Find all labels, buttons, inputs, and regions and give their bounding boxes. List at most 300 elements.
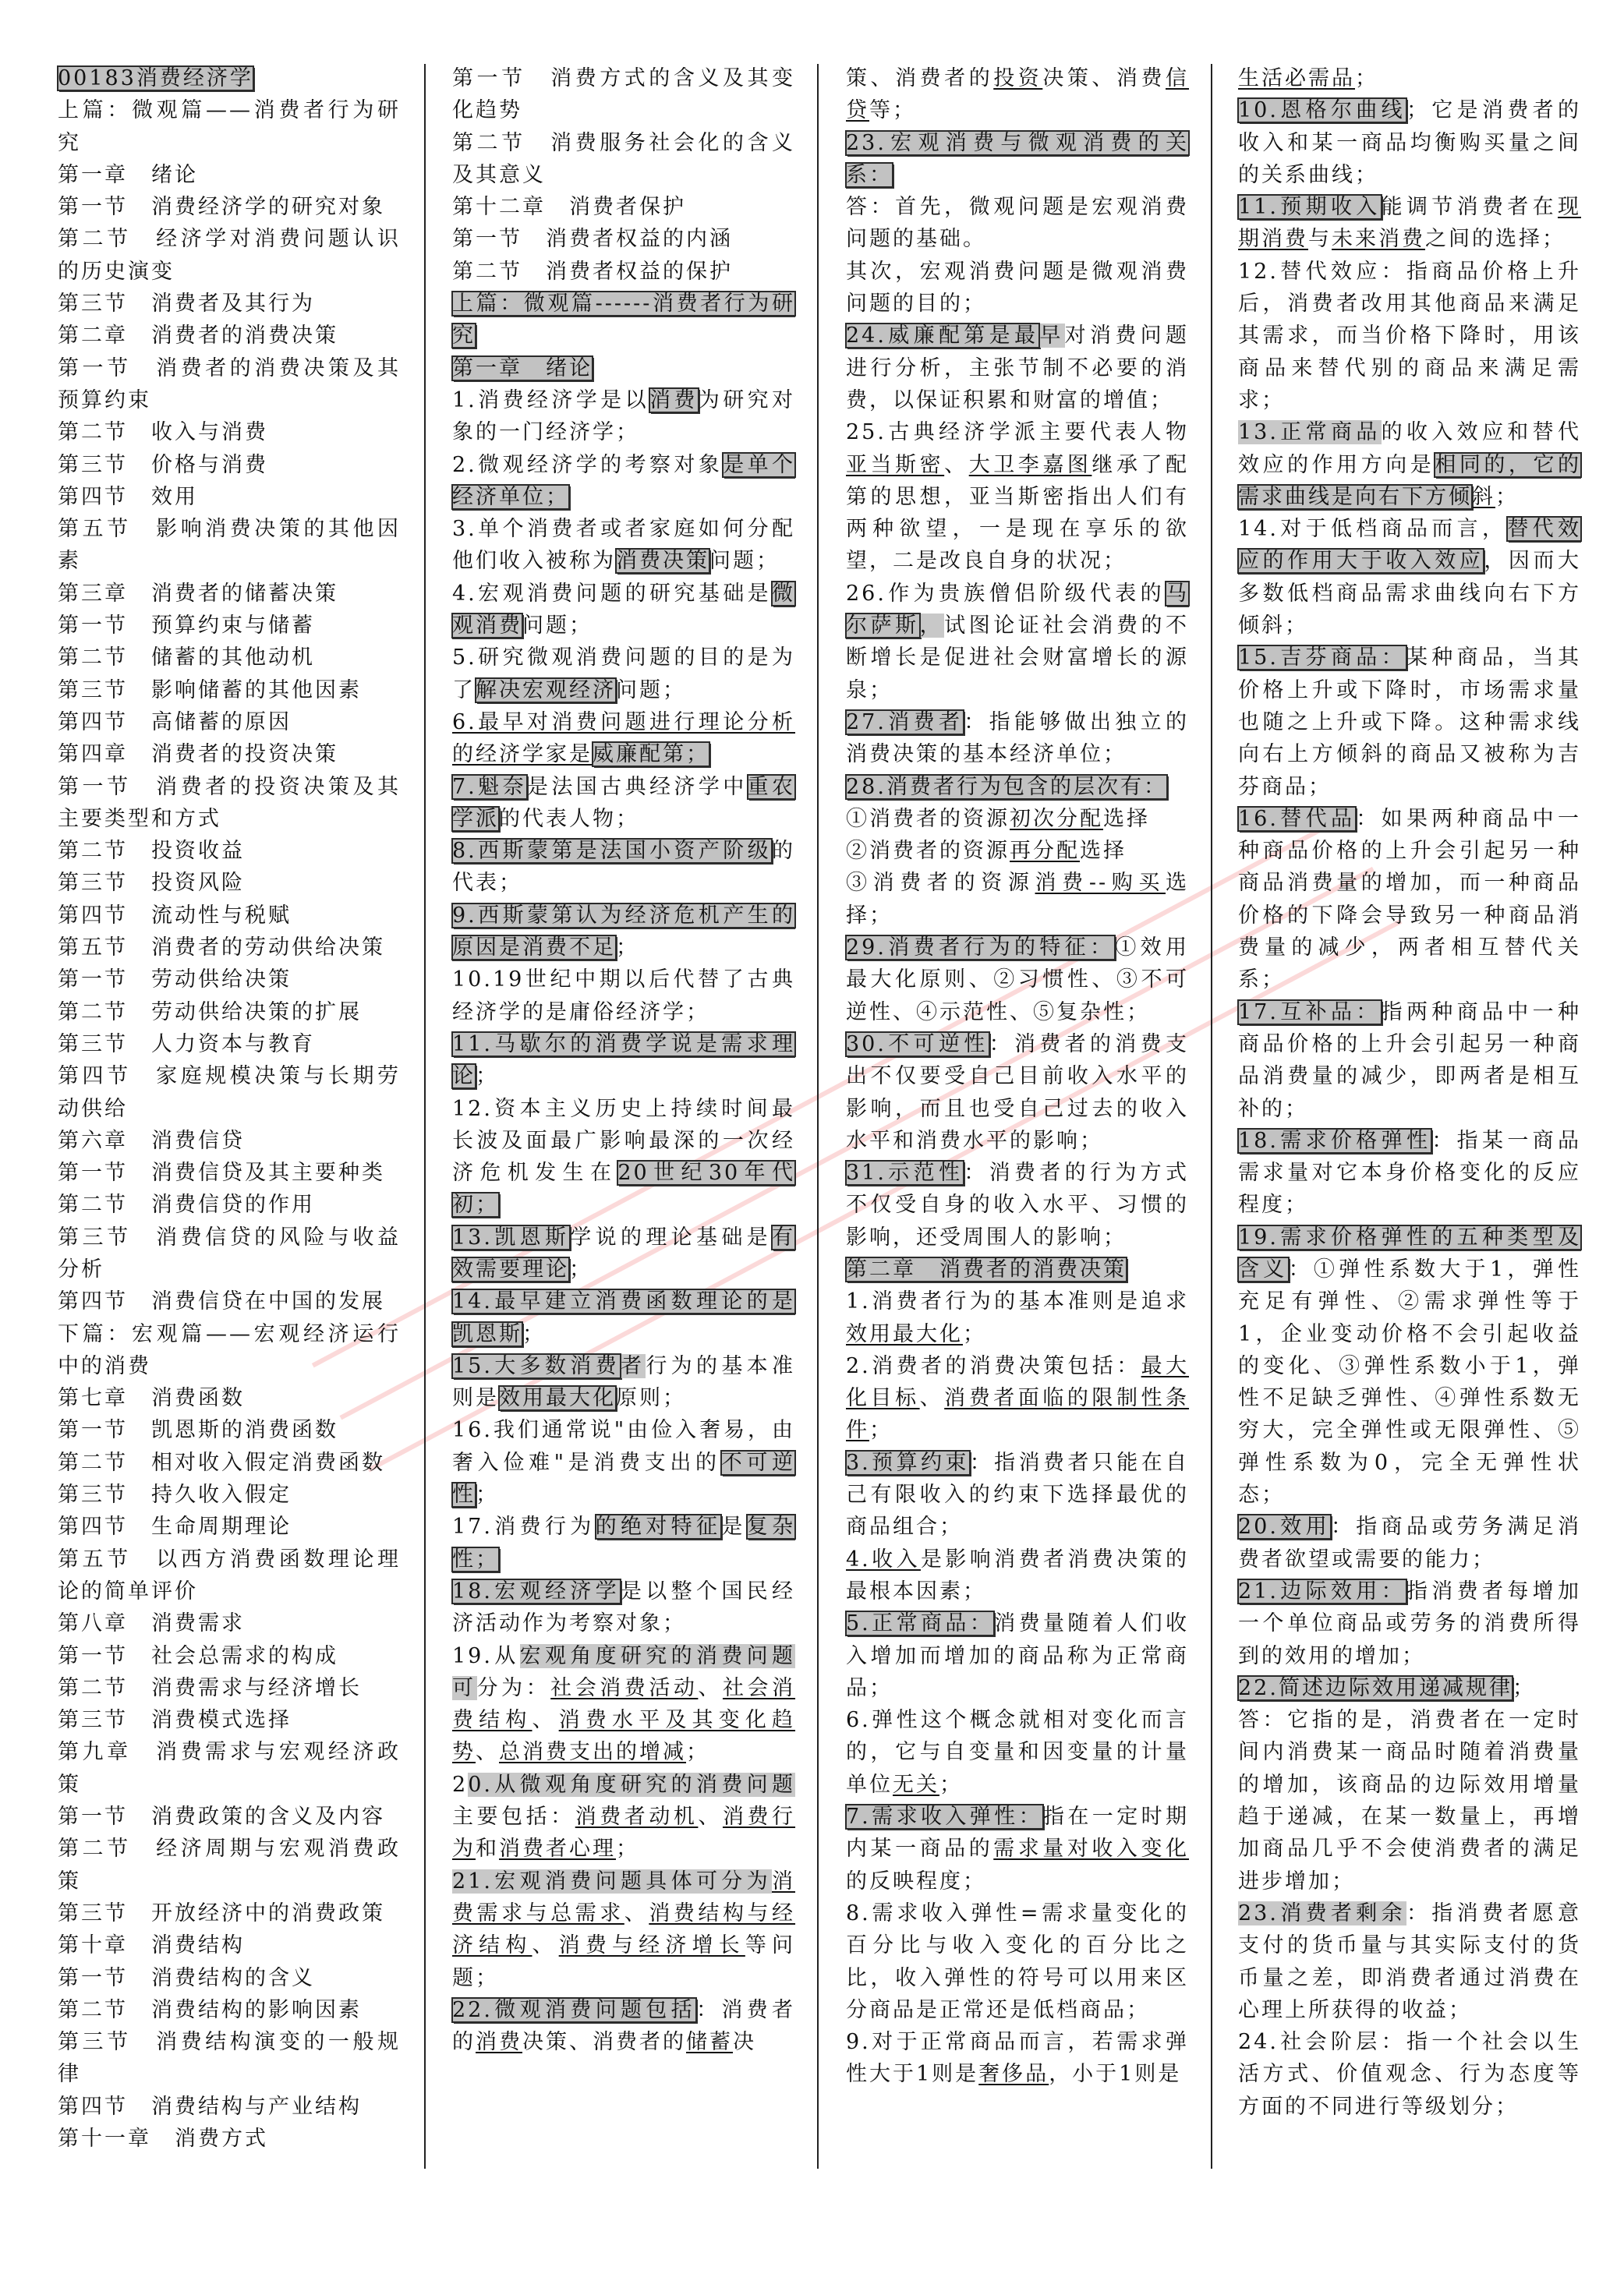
- underlined-term: 效用最大化: [846, 1321, 963, 1346]
- text-run: 、: [919, 1386, 945, 1411]
- paragraph: [58, 94, 401, 159]
- paragraph: [846, 1801, 1189, 1897]
- text-run: ；: [1355, 66, 1378, 90]
- paragraph: [58, 1447, 401, 1479]
- text-run: ；: [1495, 484, 1519, 509]
- text-run: 3.单个消费者或者家庭如何分配他们收入被称为: [452, 517, 795, 574]
- highlighted-term: 是单个经济单位；: [452, 452, 796, 509]
- text-run: 下篇：宏观篇——宏观经济运行中的消费: [58, 1321, 401, 1378]
- text-run: 为研究对象的一门经济学；: [452, 387, 796, 445]
- text-run: 第二节 劳动供给决策的扩展: [58, 999, 362, 1024]
- underlined-term: 消费结构与经济结构: [452, 1901, 796, 1958]
- highlighted-term: 17.互补品：: [1238, 999, 1382, 1024]
- paragraph: [58, 1607, 401, 1639]
- text-run: 第三节 持久收入假定: [58, 1483, 292, 1508]
- underlined-term: 消费--购买: [1035, 871, 1166, 896]
- text-run: ；: [616, 935, 639, 960]
- paragraph: [452, 1511, 795, 1575]
- text-run: 上篇：微观篇——消费者行为研究: [58, 98, 401, 155]
- text-run: 分为：: [476, 1675, 551, 1700]
- paragraph: [58, 900, 401, 932]
- text-run: 第一节 消费者权益的内涵: [452, 227, 733, 252]
- text-run: 第二节 消费需求与经济增长: [58, 1675, 362, 1700]
- paragraph: [846, 1157, 1189, 1254]
- text-run: 第三节 消费结构演变的一般规律: [58, 2030, 401, 2087]
- text-run: 决: [733, 2030, 756, 2055]
- text-run: 4.宏观消费问题的研究基础是: [452, 581, 772, 606]
- text-run: 第十一章 消费方式: [58, 2127, 268, 2151]
- highlighted-term: 20世纪30年代初；: [452, 1161, 796, 1218]
- paragraph: [58, 1897, 401, 1929]
- paragraph: [58, 1382, 401, 1414]
- text-run: ③消费者的资源: [846, 871, 1035, 896]
- paragraph: [58, 2091, 401, 2123]
- text-run: 、: [476, 1740, 499, 1765]
- text-run: 、: [698, 1675, 723, 1700]
- highlighted-term: 9.西斯蒙第认为经济危机产生的原因是消费不足: [452, 903, 795, 960]
- paragraph: [452, 352, 795, 384]
- paragraph: [58, 1801, 401, 1833]
- text-run: 第五节 以西方消费函数理论理论的简单评价: [58, 1547, 401, 1604]
- text-run: ；: [686, 1740, 709, 1765]
- text-run: 第一节 消费信贷及其主要种类: [58, 1161, 385, 1186]
- paragraph: [846, 1447, 1189, 1544]
- paragraph: [1238, 2026, 1581, 2123]
- paragraph: [846, 1254, 1189, 1285]
- text-run: 第三节 消费信贷的风险与收益分析: [58, 1225, 401, 1282]
- highlighted-term: 3.预算约束: [846, 1450, 970, 1475]
- paragraph: [58, 1511, 401, 1543]
- highlighted-term: 解决宏观经济: [476, 677, 616, 702]
- paragraph: [452, 964, 795, 1028]
- paragraph: [58, 1962, 401, 1994]
- text-run: 等问题；: [452, 1933, 796, 1990]
- paragraph: [452, 1285, 795, 1350]
- paragraph: [58, 513, 401, 578]
- highlighted-term: 21.边际效用：: [1238, 1579, 1406, 1604]
- highlighted-term: 11.预期收入: [1238, 195, 1382, 220]
- paragraph: [846, 1350, 1189, 1447]
- paragraph: [846, 1607, 1189, 1704]
- text-run: 消费量随着人们收入增加而增加的商品称为正常商品；: [846, 1611, 1190, 1700]
- highlighted-term: 5.正常商品：: [846, 1611, 995, 1636]
- highlighted-term: 替代效应的作用大于收入效应: [1238, 517, 1581, 574]
- shaded-text: ，: [919, 614, 945, 638]
- text-run: 问题；: [522, 614, 593, 638]
- text-run: 之间的选择；: [1425, 227, 1566, 252]
- highlighted-term: 上篇：微观篇------消费者行为研究: [452, 292, 795, 348]
- paragraph: [58, 1672, 401, 1704]
- highlighted-term: 不可逆性: [452, 1450, 796, 1508]
- text-run: ；: [939, 1772, 963, 1797]
- text-run: 26.作为贵族僧侣阶级代表的: [846, 581, 1166, 606]
- highlighted-term: 16.替代品: [1238, 806, 1357, 831]
- text-run: 其次，宏观消费问题是微观消费问题的目的；: [846, 259, 1189, 316]
- text-run: 、: [624, 1901, 649, 1925]
- paragraph: [452, 706, 795, 771]
- highlighted-term: 13.凯恩斯: [452, 1225, 571, 1250]
- text-run: 第二节 收入与消费: [58, 420, 268, 445]
- text-run: 第四节 高储蓄的原因: [58, 709, 292, 734]
- text-run: ，因而大多数低档商品需求曲线向右下方倾斜；: [1238, 549, 1582, 638]
- text-run: ：消费者的行为方式不仅受自身的收入水平、习惯的影响，还受周围人的影响；: [846, 1161, 1189, 1250]
- text-run: 答：首先，微观问题是宏观消费问题的基础。: [846, 195, 1189, 252]
- highlighted-term: 消费: [649, 387, 699, 412]
- paragraph: [846, 867, 1189, 932]
- paragraph: [452, 578, 795, 642]
- text-run: 16.我们通常说"由俭入奢易，由奢入俭难"是消费支出的: [452, 1418, 795, 1475]
- column-1: [58, 62, 401, 2155]
- paragraph: [846, 932, 1189, 1028]
- text-run: 第三节 消费者及其行为: [58, 292, 315, 316]
- text-run: 第一节 消费者的消费决策及其预算约束: [58, 355, 401, 412]
- paragraph: [58, 320, 401, 352]
- paragraph: [452, 191, 795, 223]
- underlined-term: 消费者面临的限制性条件: [846, 1386, 1190, 1443]
- paragraph: [452, 1093, 795, 1222]
- highlighted-term: 27.消费者: [846, 709, 964, 734]
- paragraph: [58, 1414, 401, 1446]
- highlighted-term: 29.消费者行为的特征：: [846, 935, 1116, 960]
- paragraph: [58, 867, 401, 899]
- paragraph: [846, 771, 1189, 803]
- paragraph: [452, 288, 795, 352]
- text-run: 是法国古典经济学中: [526, 774, 748, 799]
- paragraph: [58, 449, 401, 481]
- text-run: 对消费问题进行分析，主张节制不必要的消费，以保证积累和财富的增值；: [846, 324, 1190, 412]
- text-run: 第一节 社会总需求的构成: [58, 1643, 338, 1668]
- paragraph: [1238, 803, 1581, 996]
- text-run: 5.研究微观消费问题的目的是为了: [452, 645, 795, 702]
- paragraph: [58, 1028, 401, 1060]
- underlined-term: 斜: [1472, 484, 1495, 509]
- text-run: ：指能够做出独立的消费决策的基本经济单位；: [846, 709, 1189, 767]
- text-run: 第三节 开放经济中的消费政策: [58, 1901, 385, 1925]
- text-run: 答：它指的是，消费者在一定时间内消费某一商品时随着消费量的增加，该商品的边际效用增量趋于递减，在某一数量上，再增加商品几乎不会使消费者的满足进步增加；: [1238, 1708, 1581, 1894]
- text-run: ；: [616, 1837, 639, 1862]
- paragraph: [58, 738, 401, 770]
- text-run: ①效用最大化原则、②习惯性、③不可逆性、④示范性、⑤复杂性；: [846, 935, 1189, 1024]
- paragraph: [58, 1704, 401, 1736]
- text-run: 9.对于正常商品而言，若需求弹性大于1则是: [846, 2030, 1189, 2087]
- highlighted-term: 马尔萨斯: [846, 581, 1189, 638]
- paragraph: [452, 127, 795, 192]
- text-run: 第十二章 消费者保护: [452, 195, 686, 220]
- text-run: ：指商品或劳务满足消费者欲望或需要的能力；: [1238, 1515, 1581, 1572]
- text-run: 某种商品，当其价格上升或下降时，市场需求量也随之上升或下降。这种需求线向右上方倾斜的商品又被称为吉芬商品；: [1238, 645, 1581, 799]
- highlighted-term: 19.需求价格弹性的五种类型及含义: [1238, 1225, 1581, 1282]
- underlined-term: 社会消费结构: [452, 1675, 796, 1733]
- text-run: 是影响消费者消费决策的最根本因素；: [846, 1547, 1189, 1604]
- column-4: [1238, 62, 1581, 2123]
- text-run: 等；: [869, 98, 916, 123]
- paragraph: [846, 191, 1189, 256]
- text-run: 第八章 消费需求: [58, 1611, 245, 1636]
- text-run: 选择；: [846, 871, 1190, 928]
- highlighted-term: 效用最大化: [499, 1386, 616, 1411]
- highlighted-term: 14.最早建立消费函数理论的是凯恩斯: [452, 1289, 795, 1346]
- text-run: 第十章 消费结构: [58, 1933, 245, 1958]
- paragraph: [452, 1414, 795, 1511]
- paragraph: [452, 256, 795, 288]
- underlined-term: 消费需求与总需求: [452, 1869, 795, 1925]
- text-run: ②消费者的资源: [846, 839, 1010, 864]
- paragraph: [846, 706, 1189, 771]
- paragraph: [846, 320, 1189, 416]
- underlined-term: 最大化目标: [846, 1353, 1189, 1411]
- paragraph: [1238, 1672, 1581, 1704]
- paragraph: [452, 62, 795, 127]
- paragraph: [58, 706, 401, 738]
- text-run: ：指消费者愿意支付的货币量与其实际支付的货币量之差，即消费者通过消费在心理上所获得的收益；: [1238, 1901, 1581, 2022]
- paragraph: [452, 1028, 795, 1093]
- paragraph: [58, 1318, 401, 1383]
- text-run: 的代表人物；: [499, 806, 639, 831]
- text-run: 指消费者每增加一个单位商品或劳务的消费所得到的效用的增加；: [1238, 1579, 1581, 1668]
- paragraph: [846, 835, 1189, 867]
- highlighted-term: 15.大多数消费: [452, 1353, 621, 1378]
- text-run: ①消费者的资源: [846, 806, 1010, 831]
- highlighted-term: 第二章 消费者的消费决策: [846, 1257, 1127, 1282]
- text-run: 行为的基本准则是: [452, 1353, 795, 1411]
- text-run: 第九章 消费需求与宏观经济政策: [58, 1740, 401, 1797]
- text-run: 第四节 家庭规模决策与长期劳动供给: [58, 1064, 401, 1121]
- paragraph: [452, 642, 795, 706]
- paragraph: [58, 1285, 401, 1317]
- underlined-term: 再分配: [1010, 839, 1080, 864]
- underlined-term: 需求量对收入变化: [993, 1837, 1190, 1862]
- paragraph: [58, 1189, 401, 1221]
- underlined-term: 未来消费: [1332, 227, 1425, 252]
- paragraph: [58, 481, 401, 513]
- paragraph: [846, 803, 1189, 835]
- paragraph: [452, 384, 795, 449]
- text-run: ：消费者的: [452, 1997, 795, 2055]
- highlighted-term: 相同的，它的需求曲线是向右下方倾: [1238, 452, 1582, 509]
- paragraph: [452, 900, 795, 964]
- paragraph: [452, 1222, 795, 1286]
- text-run: 试图论证社会消费的不断增长是促进社会财富增长的源泉；: [846, 614, 1190, 702]
- text-run: 第二节 投资收益: [58, 839, 245, 864]
- shaded-text: 21.宏观消费问题具体可分为: [452, 1869, 772, 1894]
- text-run: 第五节 影响消费决策的其他因素: [58, 517, 401, 574]
- text-run: 、: [532, 1708, 559, 1733]
- underlined-term: 生活必需品: [1238, 66, 1355, 90]
- highlighted-term: 第一章 绪论: [452, 355, 593, 380]
- paragraph: [846, 1028, 1189, 1157]
- column-divider: [817, 64, 819, 2169]
- text-run: 第二节 经济学对消费问题认识的历史演变: [58, 227, 401, 284]
- text-run: 1.消费经济学是以: [452, 387, 649, 412]
- text-run: ；: [522, 1321, 546, 1346]
- text-run: 能调节消费者在: [1381, 195, 1558, 220]
- paragraph: [846, 416, 1189, 577]
- paragraph: [1238, 1511, 1581, 1575]
- column-3: [846, 62, 1189, 2091]
- text-run: 第一节 消费结构的含义: [58, 1965, 315, 1990]
- text-run: ；: [1512, 1675, 1536, 1700]
- text-run: 主要包括：: [452, 1805, 575, 1830]
- paragraph: [58, 352, 401, 417]
- highlighted-term: 23.宏观消费与微观消费的关系：: [846, 130, 1189, 187]
- text-run: 第二节 相对收入假定消费函数: [58, 1450, 385, 1475]
- text-run: 第四节 流动性与税赋: [58, 903, 292, 928]
- highlighted-term: 的绝对特征: [595, 1515, 722, 1540]
- text-run: 25.古典经济学派主要代表人物: [846, 420, 1189, 445]
- paragraph: [1238, 256, 1581, 416]
- highlighted-term: 31.示范性: [846, 1161, 964, 1186]
- text-run: 2.消费者的消费决策包括：: [846, 1353, 1141, 1378]
- paragraph: [1238, 416, 1581, 513]
- underlined-term: 初次分配: [1010, 806, 1103, 831]
- text-run: 第三节 价格与消费: [58, 452, 268, 477]
- highlighted-term: 复杂性；: [452, 1515, 795, 1572]
- text-run: 第二节 经济周期与宏观消费政策: [58, 1837, 401, 1894]
- highlighted-term: 22.微观消费问题包括: [452, 1997, 696, 2022]
- shaded-text: 早: [1039, 324, 1065, 348]
- text-run: 6.弹性这个概念就相对变化而言的，它与自变量和因变量的计量单位: [846, 1708, 1189, 1797]
- underlined-term: 投资: [993, 66, 1043, 90]
- paragraph: [58, 578, 401, 610]
- text-run: 、: [532, 1933, 559, 1958]
- underlined-term: 消费: [476, 2030, 522, 2055]
- underlined-term: 消费者心理: [499, 1837, 616, 1862]
- text-run: 的收入效应和替代效应的作用方向是: [1238, 420, 1581, 477]
- text-run: 和: [476, 1837, 499, 1862]
- underlined-term: 消费者动机: [575, 1805, 699, 1830]
- text-run: 的反映程度；: [846, 1869, 986, 1894]
- paragraph: [1238, 1704, 1581, 1897]
- highlighted-term: 10.恩格尔曲线: [1238, 98, 1406, 123]
- underlined-term: 储蓄: [686, 2030, 733, 2055]
- paragraph: [58, 642, 401, 674]
- paragraph: [58, 416, 401, 448]
- paragraph: [846, 1897, 1189, 2026]
- text-run: 学说的理论基础是: [570, 1225, 772, 1250]
- paragraph: [58, 1833, 401, 1897]
- text-run: 选择: [1080, 839, 1127, 864]
- text-run: ：消费者的消费支出不仅要受自己目前收入水平的影响，而且也受自己过去的收入水平和消费水平的影响；: [846, 1031, 1189, 1153]
- text-run: 第三节 人力资本与教育: [58, 1031, 315, 1056]
- text-run: 是: [721, 1515, 747, 1540]
- paragraph: [58, 996, 401, 1028]
- highlighted-term: 24.威廉配第是最: [846, 324, 1040, 348]
- underlined-term: 4.收入: [846, 1547, 921, 1572]
- text-run: ；: [963, 1321, 986, 1346]
- text-run: 第七章 消费函数: [58, 1386, 245, 1411]
- paragraph: [58, 1060, 401, 1125]
- paragraph: [452, 449, 795, 514]
- paragraph: [846, 2026, 1189, 2091]
- underlined-term: 奢侈品: [978, 2062, 1049, 2087]
- text-run: ：如果两种商品中一种商品价格的上升会引起另一种商品消费量的增加，而一种商品价格的下降会导致另一种商品消费量的减少，两者相互替代关系；: [1238, 806, 1581, 992]
- text-run: 第二节 消费结构的影响因素: [58, 1997, 362, 2022]
- text-run: 2.微观经济学的考察对象: [452, 452, 724, 477]
- paragraph: [846, 127, 1189, 192]
- text-run: 继承了配第的思想，亚当斯密指出人们有两种欲望，一是现在享乐的欲望，二是改良自身的状况；: [846, 452, 1190, 574]
- text-run: 第一节 劳动供给决策: [58, 967, 292, 992]
- paragraph: [452, 1350, 795, 1415]
- highlighted-term: 20.效用: [1238, 1515, 1331, 1540]
- paragraph: [58, 223, 401, 288]
- underlined-term: 消费水平及其变化趋势: [452, 1708, 796, 1765]
- text-run: 第一节 凯恩斯的消费函数: [58, 1418, 338, 1443]
- column-divider: [1211, 64, 1212, 2169]
- text-run: 第四节 效用: [58, 484, 198, 509]
- underlined-term: 大卫李嘉图: [968, 452, 1092, 477]
- text-run: 第一节 消费者的投资决策及其主要类型和方式: [58, 774, 401, 831]
- paragraph: [1238, 1222, 1581, 1512]
- highlighted-term: 8.西斯蒙第是法国小资产阶级: [452, 839, 772, 864]
- text-run: 第三节 影响储蓄的其他因素: [58, 677, 362, 702]
- paragraph: [452, 1769, 795, 1865]
- text-run: 问题；: [616, 677, 686, 702]
- text-run: 第四章 消费者的投资决策: [58, 742, 338, 767]
- text-run: 第一章 绪论: [58, 162, 198, 187]
- text-run: 、: [944, 452, 969, 477]
- text-run: 1.消费者行为的基本准则是追求: [846, 1289, 1189, 1314]
- shaded-text: 23.消费者剩余: [1238, 1901, 1406, 1925]
- paragraph: [58, 2026, 401, 2091]
- text-run: 是以整个国民经济活动作为考察对象；: [452, 1579, 795, 1636]
- column-2: [452, 62, 795, 2058]
- underlined-term: 社会消费活动: [550, 1675, 699, 1700]
- paragraph: [58, 1222, 401, 1286]
- text-run: 第一节 消费经济学的研究对象: [58, 195, 385, 220]
- text-run: ：指某一商品需求量对它本身价格变化的反应程度；: [1238, 1128, 1581, 1218]
- paragraph: [58, 1929, 401, 1961]
- text-run: 第四节 消费信贷在中国的发展: [58, 1289, 385, 1314]
- paragraph: [846, 1285, 1189, 1350]
- highlighted-term: 18.需求价格弹性: [1238, 1128, 1432, 1153]
- text-run: 8.需求收入弹性=需求量变化的百分比与收入变化的百分比之比，收入弹性的符号可以用来区分商品是正常还是低档商品；: [846, 1901, 1189, 2022]
- text-run: ，小于1则是: [1049, 2062, 1182, 2087]
- underlined-term: 6.最早对消费问题进行理论分析的经济学家是: [452, 709, 795, 767]
- text-run: 第四节 生命周期理论: [58, 1515, 292, 1540]
- paragraph: [1238, 513, 1581, 642]
- highlighted-term: 7.魁奈: [452, 774, 527, 799]
- text-run: ：指消费者只能在自己有限收入的约束下选择最优的商品组合；: [846, 1450, 1190, 1540]
- text-run: ；它是消费者的收入和某一商品均衡购买量之间的关系曲线；: [1238, 98, 1581, 187]
- paragraph: [1238, 1897, 1581, 2026]
- text-run: 第四节 消费结构与产业结构: [58, 2094, 362, 2119]
- text-run: 原则；: [616, 1386, 686, 1411]
- paragraph: [58, 2123, 401, 2155]
- text-run: ；: [869, 1418, 893, 1443]
- text-run: 第六章 消费信贷: [58, 1128, 245, 1153]
- paragraph: [1238, 1125, 1581, 1222]
- text-run: 选择: [1103, 806, 1150, 831]
- highlighted-term: 11.马歇尔的消费学说是需求理论: [452, 1031, 795, 1089]
- underlined-term: 消费与经济增长: [558, 1933, 745, 1958]
- paragraph: [846, 578, 1189, 706]
- text-run: ；: [476, 1483, 499, 1508]
- paragraph: [846, 1704, 1189, 1801]
- highlighted-term: 有效需要理论: [452, 1225, 795, 1282]
- shaded-text: 0.从微观角度研究的消费问题: [468, 1772, 795, 1797]
- paragraph: [58, 771, 401, 836]
- highlighted-term: 威廉配第；: [593, 742, 709, 767]
- paragraph: [452, 513, 795, 578]
- highlighted-term: 7.需求收入弹性：: [846, 1805, 1043, 1830]
- text-run: 第三章 消费者的储蓄决策: [58, 581, 338, 606]
- text-run: 第一节 消费政策的含义及内容: [58, 1805, 385, 1830]
- text-run: 第二节 消费服务社会化的含义及其意义: [452, 130, 795, 187]
- paragraph: [58, 1544, 401, 1608]
- text-run: 第二章 消费者的消费决策: [58, 324, 338, 348]
- paragraph: [58, 964, 401, 995]
- underlined-term: 现期消费: [1238, 195, 1581, 252]
